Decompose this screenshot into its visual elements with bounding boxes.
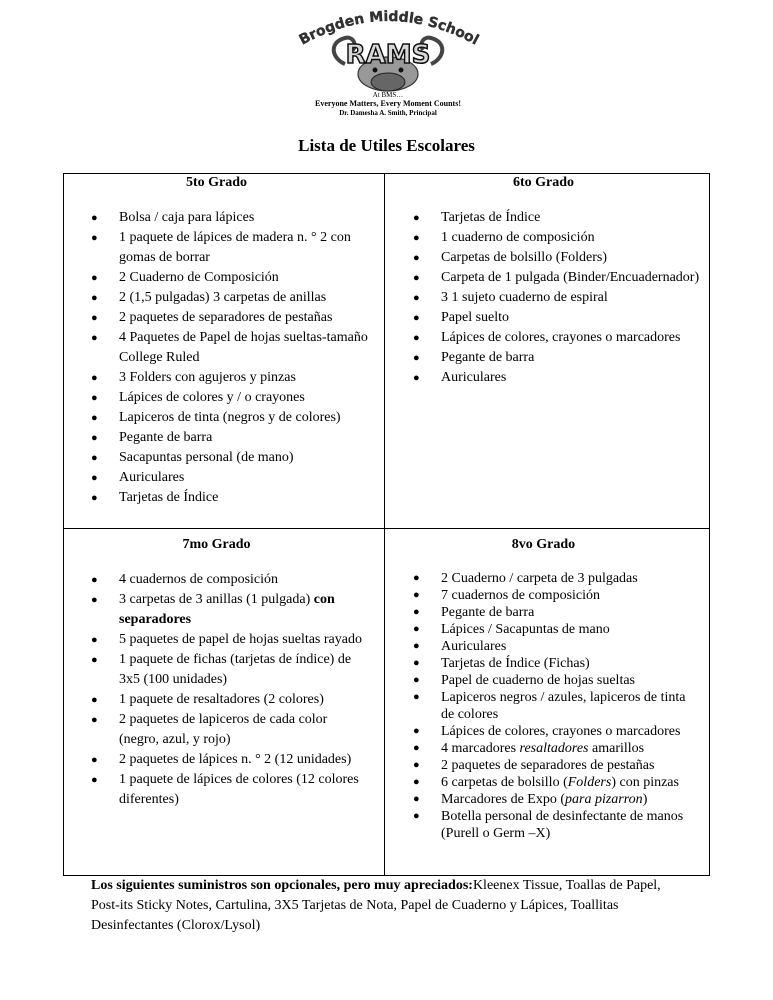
- list-item: ● 4 Paquetes de Papel de hojas sueltas-tamaño College Ruled: [91, 328, 370, 368]
- logo-motto: Everyone Matters, Every Moment Counts!: [315, 99, 461, 108]
- list-item: ● 3 Folders con agujeros y pinzas: [91, 368, 370, 388]
- list-item: ● Pegante de barra: [91, 428, 370, 448]
- list-item: ● Carpetas de bolsillo (Folders): [413, 248, 702, 268]
- list-item: ● 2 (1,5 pulgadas) 3 carpetas de anillas: [91, 288, 370, 308]
- grade-5-list: [91, 208, 370, 508]
- list-item: ● Tarjetas de Índice: [413, 208, 702, 228]
- list-item: ● 2 Cuaderno de Composición: [91, 268, 370, 288]
- list-item-text: Marcadores de Expo (: [441, 792, 566, 807]
- list-item: ● Auriculares: [91, 468, 370, 488]
- list-item-text: 3 carpetas de 3 anillas (1 pulgada): [119, 592, 311, 607]
- logo-mascot-text: RAMS: [345, 40, 431, 70]
- logo-principal: Dr. Damesha A. Smith, Principal: [339, 109, 437, 117]
- list-item: ● Carpeta de 1 pulgada (Binder/Encuadernador): [413, 268, 702, 288]
- list-item: ● 1 paquete de fichas (tarjetas de índice) de 3x5 (100 unidades): [91, 650, 370, 690]
- list-item: ● Auriculares: [413, 368, 702, 388]
- grade-8-list: [413, 570, 702, 842]
- list-item: ● 1 paquete de lápices de colores (12 colores diferentes): [91, 770, 370, 810]
- logo-tagline: At BMS…: [372, 91, 404, 99]
- list-item: ● Lápices de colores y / o crayones: [91, 388, 370, 408]
- list-item: [413, 774, 702, 791]
- list-item: ● 1 cuaderno de composición: [413, 228, 702, 248]
- optional-supplies-label: Los siguientes suministros son opcionales, pero muy apreciados:: [91, 878, 473, 893]
- grade-6-list: [413, 208, 702, 388]
- list-item: [413, 791, 702, 808]
- table-divider-horizontal: [63, 528, 710, 529]
- list-item: ● 5 paquetes de papel de hojas sueltas rayado: [91, 630, 370, 650]
- list-item-text: amarillos: [588, 741, 645, 756]
- list-item: ● Lapiceros negros / azules, lapiceros de tinta de colores: [413, 689, 702, 723]
- list-item: ● Tarjetas de Índice: [91, 488, 370, 508]
- list-item: ● 7 cuadernos de composición: [413, 587, 702, 604]
- list-item-text: 4 marcadores: [441, 741, 520, 756]
- list-item: ● 2 paquetes de lápices n. ° 2 (12 unidades): [91, 750, 370, 770]
- list-item: ● 1 paquete de lápices de madera n. ° 2 con gomas de borrar: [91, 228, 370, 268]
- list-item-italic-text: resaltadores: [519, 741, 589, 756]
- list-item: ● Bolsa / caja para lápices: [91, 208, 370, 228]
- list-item: ● Papel suelto: [413, 308, 702, 328]
- school-logo: [283, 8, 493, 120]
- list-item-text: ) con pinzas: [611, 775, 679, 790]
- list-item: ● 4 cuadernos de composición: [91, 570, 370, 590]
- list-item: ● 3 1 sujeto cuaderno de espiral: [413, 288, 702, 308]
- list-item: ● Auriculares: [413, 638, 702, 655]
- list-item-text: 6 carpetas de bolsillo (: [441, 775, 568, 790]
- grade-5-heading: 5to Grado: [185, 175, 248, 190]
- list-item: ● Tarjetas de Índice (Fichas): [413, 655, 702, 672]
- list-item-italic-text: para pizarron: [565, 792, 643, 807]
- list-item-bold-text: con separadores: [119, 592, 335, 627]
- list-item: ● Botella personal de desinfectante de manos (Purell o Germ –X): [413, 808, 702, 842]
- list-item: ● 2 paquetes de lapiceros de cada color (negro, azul, y rojo): [91, 710, 370, 750]
- list-item-text: ): [642, 792, 648, 807]
- list-item: ● Pegante de barra: [413, 348, 702, 368]
- optional-supplies-text: Kleenex Tissue, Toallas de Papel, Post-its Sticky Notes, Cartulina, 3X5 Tarjetas de Nota, Papel de Cuaderno y Lápices, Toallitas Desinfectantes (Clorox/Lysol): [91, 878, 661, 933]
- logo-arc-text: Brogden Middle School: [296, 8, 482, 49]
- page-title: Lista de Utiles Escolares: [298, 136, 475, 155]
- list-item-italic-text: Folders: [567, 775, 612, 790]
- grade-8-heading: 8vo Grado: [511, 537, 576, 552]
- grade-6-cell: [385, 175, 710, 388]
- list-item: ● Sacapuntas personal (de mano): [91, 448, 370, 468]
- list-item: ● 2 paquetes de separadores de pestañas: [91, 308, 370, 328]
- grade-7-cell: [63, 537, 384, 810]
- grade-7-heading: 7mo Grado: [182, 537, 251, 552]
- list-item: ● 1 paquete de resaltadores (2 colores): [91, 690, 370, 710]
- list-item: ● Lápices / Sacapuntas de mano: [413, 621, 702, 638]
- list-item: ● 2 Cuaderno / carpeta de 3 pulgadas: [413, 570, 702, 587]
- list-item: ● Pegante de barra: [413, 604, 702, 621]
- list-item: ● Lápices de colores, crayones o marcadores: [413, 723, 702, 740]
- grade-7-list: [91, 570, 370, 810]
- grade-8-cell: [385, 537, 710, 842]
- grade-6-heading: 6to Grado: [512, 175, 575, 190]
- grade-5-cell: [63, 175, 384, 508]
- list-item: [413, 740, 702, 757]
- list-item: ● 2 paquetes de separadores de pestañas: [413, 757, 702, 774]
- list-item: ● Papel de cuaderno de hojas sueltas: [413, 672, 702, 689]
- optional-supplies-note: [91, 876, 681, 936]
- list-item: [91, 590, 370, 630]
- list-item: ● Lapiceros de tinta (negros y de colores): [91, 408, 370, 428]
- list-item: ● Lápices de colores, crayones o marcadores: [413, 328, 702, 348]
